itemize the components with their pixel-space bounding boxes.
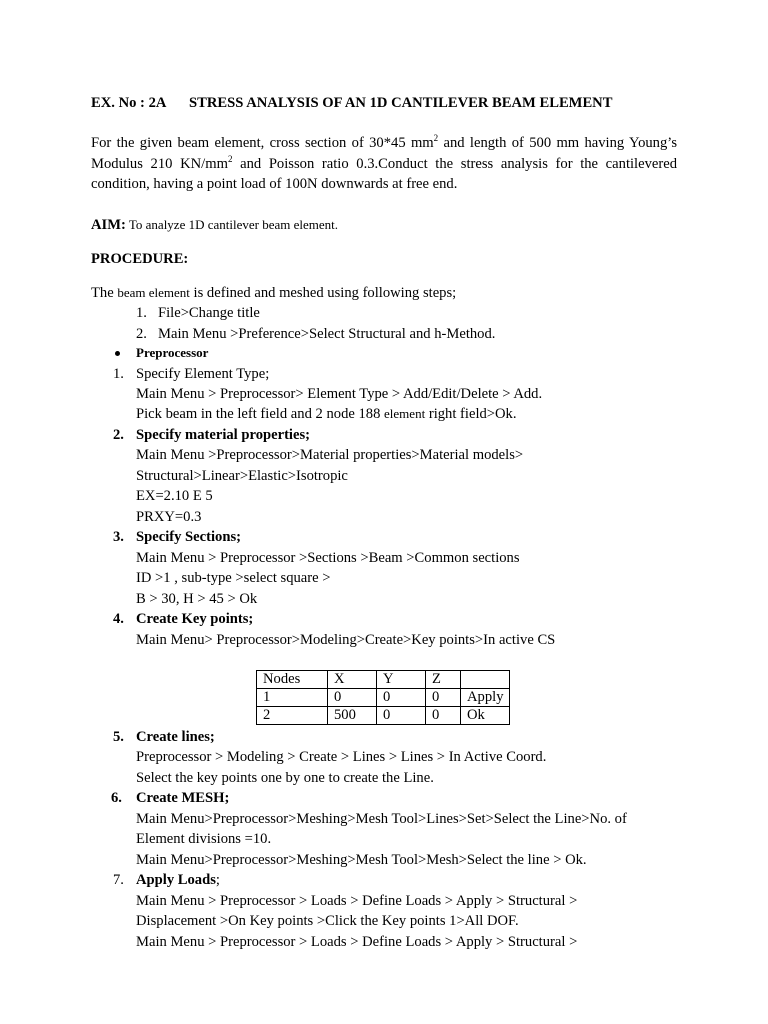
step-title-line xyxy=(136,870,220,890)
intro-superscript-2: 2 xyxy=(227,153,233,164)
table-header-cell: Z xyxy=(426,671,461,689)
initial-step-text: Main Menu >Preference>Select Structural and h-Method. xyxy=(158,326,496,342)
step-number: 6. xyxy=(111,790,122,806)
intro-text-2: and length of 500 mm having Young’s Modulus 210 KN/mm xyxy=(91,135,677,172)
table-header-cell: X xyxy=(328,671,377,689)
procedure-intro-a: The xyxy=(91,285,118,301)
table-cell: Ok xyxy=(461,707,510,725)
step-line: Main Menu > Preprocessor > Loads > Define Loads > Apply > Structural > xyxy=(136,934,578,950)
table-row xyxy=(257,689,510,707)
intro-paragraph xyxy=(91,133,677,195)
step-title: Specify material properties; xyxy=(136,427,310,443)
step-number: 4. xyxy=(113,611,124,627)
initial-step-text: File>Change title xyxy=(158,305,260,321)
table-header-row xyxy=(257,671,510,689)
key-points-table xyxy=(256,670,510,725)
table-row xyxy=(257,707,510,725)
table-header-cell: Nodes xyxy=(257,671,328,689)
table-cell: 0 xyxy=(426,707,461,725)
step-title: Specify Element Type; xyxy=(136,366,270,382)
table-cell: 0 xyxy=(377,689,426,707)
table-cell: Apply xyxy=(461,689,510,707)
initial-step-number: 2. xyxy=(136,326,147,342)
step-line: Main Menu>Preprocessor>Meshing>Mesh Tool>Lines>Set>Select the Line>No. of xyxy=(136,811,627,827)
step-line: PRXY=0.3 xyxy=(136,509,202,525)
step-line: Main Menu> Preprocessor>Modeling>Create>Key points>In active CS xyxy=(136,632,556,648)
step-number: 7. xyxy=(113,872,124,888)
table-cell: 0 xyxy=(426,689,461,707)
table-header-cell: Y xyxy=(377,671,426,689)
step-line-part: element xyxy=(384,406,426,421)
step-title: Create MESH; xyxy=(136,790,230,806)
step-line: Structural>Linear>Elastic>Isotropic xyxy=(136,468,348,484)
preprocessor-label: Preprocessor xyxy=(136,345,209,360)
step-line: ID >1 , sub-type >select square > xyxy=(136,570,331,586)
step-line xyxy=(136,404,517,424)
step-line: Main Menu > Preprocessor > Loads > Define Loads > Apply > Structural > xyxy=(136,893,578,909)
intro-superscript-1: 2 xyxy=(433,133,439,143)
intro-text-3: and Poisson ratio 0.3.Conduct the stress analysis for the cantilevered condition, having a point load of 100N downwards at free end. xyxy=(91,155,677,192)
step-title: Apply Loads xyxy=(136,872,216,888)
step-line-part: right field>Ok. xyxy=(425,406,517,422)
table-cell: 500 xyxy=(328,707,377,725)
step-line: Element divisions =10. xyxy=(136,831,272,847)
bullet-icon xyxy=(115,343,120,363)
exercise-number: EX. No : 2A xyxy=(91,95,167,111)
procedure-heading: PROCEDURE: xyxy=(91,251,189,267)
initial-step-number: 1. xyxy=(136,305,147,321)
step-line: Main Menu >Preprocessor>Material properties>Material models> xyxy=(136,447,524,463)
step-title: Specify Sections; xyxy=(136,529,241,545)
table-cell: 0 xyxy=(328,689,377,707)
step-title: Create Key points; xyxy=(136,611,254,627)
step-line: B > 30, H > 45 > Ok xyxy=(136,591,258,607)
step-line: Main Menu > Preprocessor> Element Type > Add/Edit/Delete > Add. xyxy=(136,386,543,402)
step-title: Create lines; xyxy=(136,729,215,745)
aim-label: AIM: xyxy=(91,217,126,233)
step-number: 2. xyxy=(113,427,124,443)
step-number: 3. xyxy=(113,529,124,545)
step-line-part: Pick beam in the left field and 2 node 188 xyxy=(136,406,385,422)
procedure-intro-c: is defined and meshed using following steps; xyxy=(189,285,457,301)
table-cell: 1 xyxy=(257,689,328,707)
step-number: 5. xyxy=(113,729,124,745)
step-line: Main Menu>Preprocessor>Meshing>Mesh Tool>Mesh>Select the line > Ok. xyxy=(136,852,587,868)
procedure-intro xyxy=(91,283,456,303)
table-cell: 0 xyxy=(377,707,426,725)
step-line: Displacement >On Key points >Click the Key points 1>All DOF. xyxy=(136,913,519,929)
aim-text: To analyze 1D cantilever beam element. xyxy=(125,217,339,232)
step-line: Main Menu > Preprocessor >Sections >Beam >Common sections xyxy=(136,550,520,566)
step-line: EX=2.10 E 5 xyxy=(136,488,213,504)
step-line: Preprocessor > Modeling > Create > Lines > Lines > In Active Coord. xyxy=(136,749,547,765)
table-header-cell xyxy=(461,671,510,689)
intro-text-1: For the given beam element, cross section of 30*45 mm xyxy=(91,135,434,151)
step-title-suffix: ; xyxy=(215,872,220,888)
step-number: 1. xyxy=(113,366,124,382)
step-line: Select the key points one by one to create the Line. xyxy=(136,770,434,786)
procedure-intro-b: beam element xyxy=(117,285,190,300)
page-title: STRESS ANALYSIS OF AN 1D CANTILEVER BEAM ELEMENT xyxy=(189,95,613,111)
aim-line xyxy=(91,215,338,235)
table-cell: 2 xyxy=(257,707,328,725)
